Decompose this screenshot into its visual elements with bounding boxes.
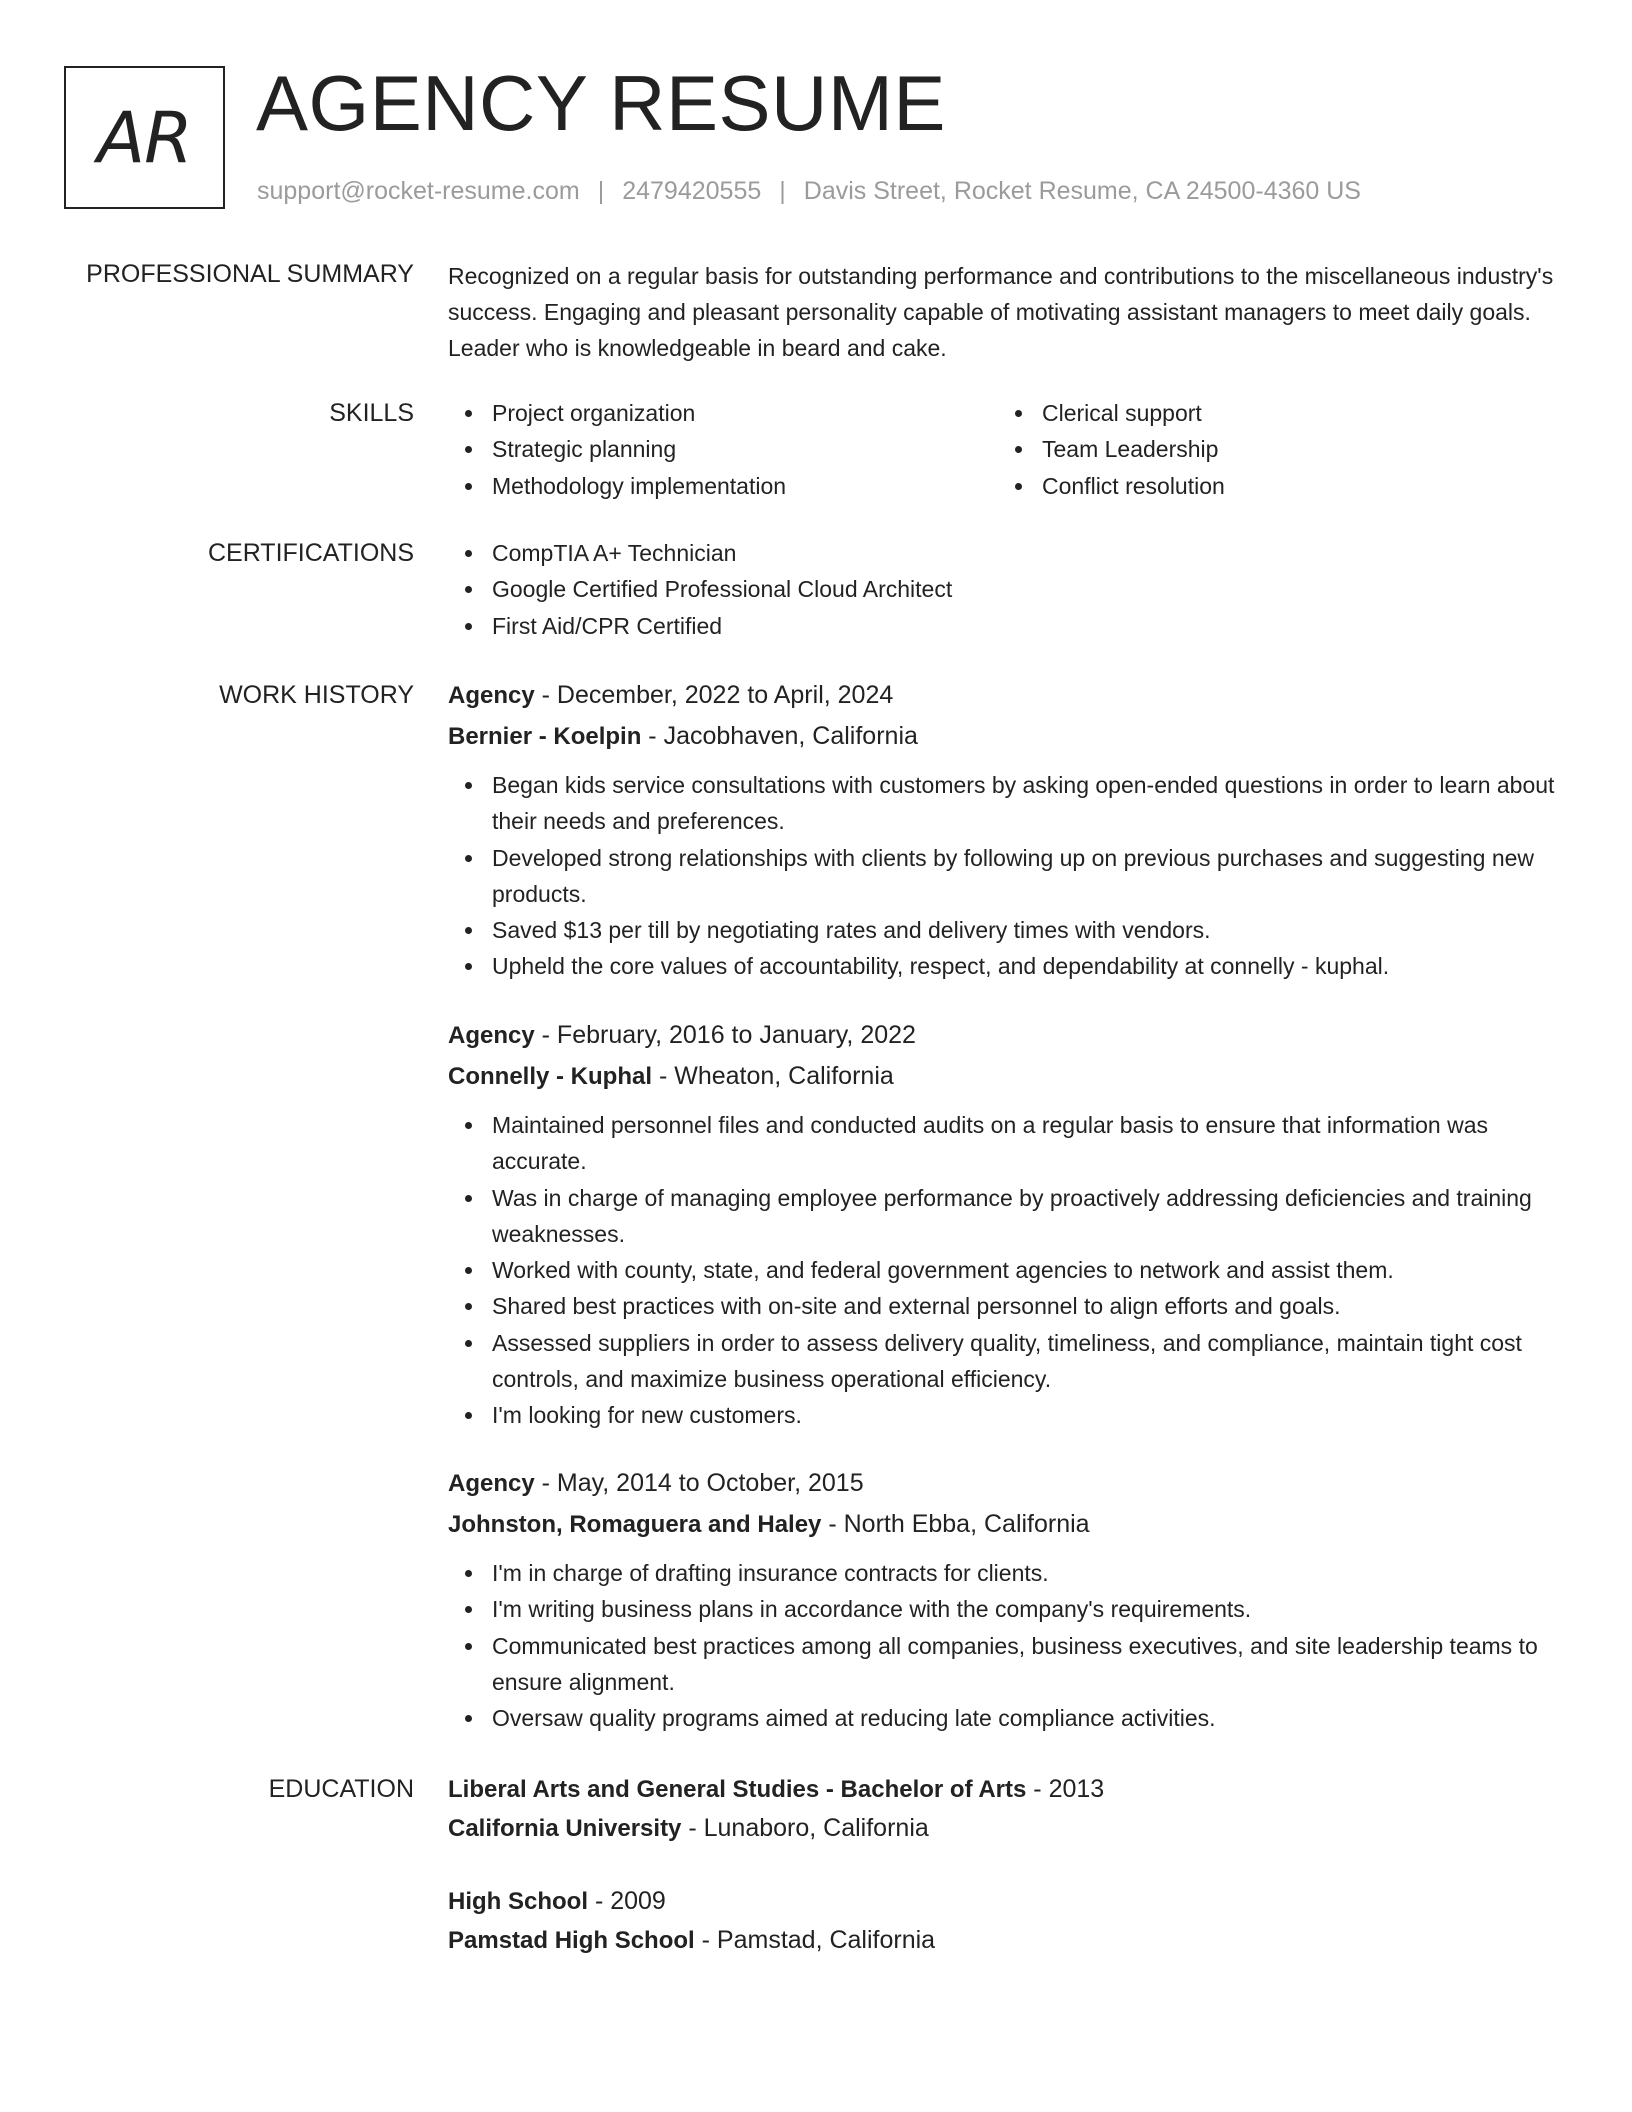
contact-separator: | xyxy=(597,177,605,205)
education-entry xyxy=(448,1770,1558,1848)
education-entry xyxy=(448,1882,1558,1960)
job-title-line: Agency - May, 2014 to October, 2015 xyxy=(448,1469,864,1497)
skill-item: Team Leadership xyxy=(998,431,1548,467)
skills-list-left xyxy=(448,395,998,504)
duty-item: Was in charge of managing employee performance by proactively addressing deficiencies and training weaknesses. xyxy=(448,1180,1558,1253)
job-dates: May, 2014 to October, 2015 xyxy=(556,1469,864,1497)
contact-separator: | xyxy=(779,177,786,205)
job-company: Connelly - Kuphal xyxy=(448,1063,652,1090)
job-company: Bernier - Koelpin xyxy=(448,723,642,750)
job-duties xyxy=(448,1555,1558,1736)
skill-item: Methodology implementation xyxy=(448,468,998,504)
education-degree: Liberal Arts and General Studies - Bachelor of Arts xyxy=(448,1776,1027,1803)
job-dates: February, 2016 to January, 2022 xyxy=(556,1021,916,1049)
page-title: AGENCY RESUME xyxy=(256,59,946,147)
certification-item: CompTIA A+ Technician xyxy=(448,535,1558,571)
job-title: Agency xyxy=(448,1470,535,1497)
monogram-logo: AR xyxy=(64,66,225,209)
contact-email: support@rocket-resume.com xyxy=(257,177,580,205)
duty-item: Upheld the core values of accountability, respect, and dependability at connelly - kuphal. xyxy=(448,948,1558,984)
duty-item: Developed strong relationships with clients by following up on previous purchases and suggesting new products. xyxy=(448,840,1558,913)
duty-item: Shared best practices with on-site and external personnel to align efforts and goals. xyxy=(448,1288,1558,1324)
certification-item: Google Certified Professional Cloud Architect xyxy=(448,571,1558,607)
job-entry xyxy=(448,1463,1558,1736)
skill-item: Clerical support xyxy=(998,395,1548,431)
job-duties xyxy=(448,767,1558,985)
education-location: Pamstad, California xyxy=(716,1926,936,1954)
certifications-list xyxy=(448,535,1558,644)
duty-item: Assessed suppliers in order to assess delivery quality, timeliness, and compliance, maintain tight cost controls, and maximize business operational efficiency. xyxy=(448,1325,1558,1398)
duty-item: Communicated best practices among all companies, business executives, and site leadership teams to ensure alignment. xyxy=(448,1628,1558,1701)
job-title: Agency xyxy=(448,1022,535,1049)
section-label-certifications: CERTIFICATIONS xyxy=(207,539,414,567)
job-title: Agency xyxy=(448,682,535,709)
duty-item: Maintained personnel files and conducted audits on a regular basis to ensure that information was accurate. xyxy=(448,1107,1558,1180)
job-company-line: Connelly - Kuphal - Wheaton, California xyxy=(448,1062,894,1090)
job-title-line: Agency - February, 2016 to January, 2022 xyxy=(448,1021,916,1049)
job-company-line: Johnston, Romaguera and Haley - North Ebba, California xyxy=(448,1510,1090,1538)
education-year: 2013 xyxy=(1048,1775,1105,1803)
duty-item: Saved $13 per till by negotiating rates and delivery times with vendors. xyxy=(448,912,1558,948)
job-entry xyxy=(448,675,1558,985)
section-label-summary: PROFESSIONAL SUMMARY xyxy=(86,260,414,288)
job-title-line: Agency - December, 2022 to April, 2024 xyxy=(448,681,894,709)
education-degree: High School xyxy=(448,1888,588,1915)
education-degree-line: Liberal Arts and General Studies - Bachelor of Arts - 2013 xyxy=(448,1775,1105,1803)
contact-address: Davis Street, Rocket Resume, CA 24500-4360 US xyxy=(803,177,1361,205)
section-label-work-history: WORK HISTORY xyxy=(219,681,414,709)
job-company: Johnston, Romaguera and Haley xyxy=(448,1511,822,1538)
skill-item: Project organization xyxy=(448,395,998,431)
duty-item: Began kids service consultations with customers by asking open-ended questions in order to learn about their needs and preferences. xyxy=(448,767,1558,840)
duty-item: Worked with county, state, and federal government agencies to network and assist them. xyxy=(448,1252,1558,1288)
education-location: Lunaboro, California xyxy=(703,1814,929,1842)
education-school-line: California University - Lunaboro, California xyxy=(448,1814,929,1842)
section-label-skills: SKILLS xyxy=(329,399,414,427)
summary-text: Recognized on a regular basis for outstanding performance and contributions to the miscellaneous industry's success. Engaging and pleasant personality capable of motivating assistant managers to meet daily goals. Leader who is knowledgeable in beard and cake. xyxy=(448,263,1554,361)
job-location: North Ebba, California xyxy=(843,1510,1090,1538)
section-label-education: EDUCATION xyxy=(268,1775,414,1803)
education-degree-line: High School - 2009 xyxy=(448,1887,666,1915)
education-school: California University xyxy=(448,1815,682,1842)
education-school-line: Pamstad High School - Pamstad, California xyxy=(448,1926,936,1954)
job-company-line: Bernier - Koelpin - Jacobhaven, California xyxy=(448,722,918,750)
duty-item: I'm writing business plans in accordance with the company's requirements. xyxy=(448,1591,1558,1627)
education-year: 2009 xyxy=(610,1887,666,1915)
job-duties xyxy=(448,1107,1558,1434)
skill-item: Conflict resolution xyxy=(998,468,1548,504)
job-entry xyxy=(448,1015,1558,1434)
duty-item: I'm looking for new customers. xyxy=(448,1397,1558,1433)
duty-item: Oversaw quality programs aimed at reducing late compliance activities. xyxy=(448,1700,1558,1736)
skills-list-right xyxy=(998,395,1548,504)
skill-item: Strategic planning xyxy=(448,431,998,467)
job-dates: December, 2022 to April, 2024 xyxy=(556,681,894,709)
job-location: Jacobhaven, California xyxy=(663,722,918,750)
duty-item: I'm in charge of drafting insurance contracts for clients. xyxy=(448,1555,1558,1591)
certification-item: First Aid/CPR Certified xyxy=(448,608,1558,644)
contact-line xyxy=(257,175,1361,207)
contact-phone: 2479420555 xyxy=(622,177,762,205)
education-school: Pamstad High School xyxy=(448,1927,695,1954)
job-location: Wheaton, California xyxy=(674,1062,894,1090)
